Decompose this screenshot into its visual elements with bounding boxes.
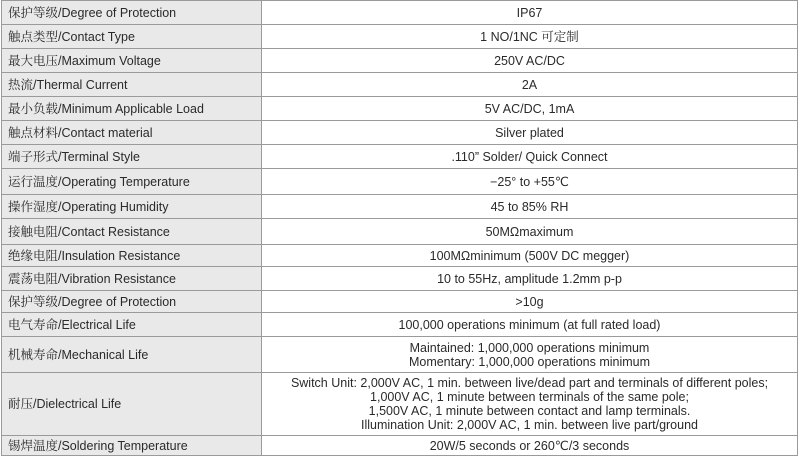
table-row bbox=[2, 145, 798, 169]
spec-value-line: 1,000V AC, 1 minute between terminals of the same pole; bbox=[370, 390, 689, 404]
spec-value-line: 45 to 85% RH bbox=[490, 199, 569, 214]
spec-value bbox=[262, 337, 798, 373]
spec-value-line: Illumination Unit: 2,000V AC, 1 min. between live part/ground bbox=[361, 418, 698, 432]
table-row bbox=[2, 169, 798, 195]
table-row bbox=[2, 267, 798, 291]
spec-value-line: Switch Unit: 2,000V AC, 1 min. between live/dead part and terminals of different poles; bbox=[290, 376, 769, 390]
spec-value-line: Maintained: 1,000,000 operations minimum bbox=[409, 340, 650, 355]
spec-value-line: IP67 bbox=[516, 5, 543, 20]
table-row bbox=[2, 291, 798, 313]
spec-label: 触点材料/Contact material bbox=[2, 121, 262, 145]
spec-value-line: 1,500V AC, 1 minute between contact and lamp terminals. bbox=[368, 404, 691, 418]
table-row bbox=[2, 373, 798, 436]
table-row bbox=[2, 195, 798, 219]
table-row bbox=[2, 245, 798, 267]
spec-value-line: 10 to 55Hz, amplitude 1.2mm p-p bbox=[437, 271, 622, 286]
spec-value-line: 5V AC/DC, 1mA bbox=[484, 101, 575, 116]
spec-value bbox=[262, 169, 798, 195]
table-row bbox=[2, 1, 798, 25]
spec-value bbox=[262, 121, 798, 145]
spec-label: 机械寿命/Mechanical Life bbox=[2, 337, 262, 373]
spec-value bbox=[262, 49, 798, 73]
spec-value-line: Momentary: 1,000,000 operations minimum bbox=[408, 354, 651, 369]
spec-label: 保护等级/Degree of Protection bbox=[2, 1, 262, 25]
table-row bbox=[2, 121, 798, 145]
spec-value bbox=[262, 291, 798, 313]
spec-value-line: 50MΩmaximum bbox=[485, 224, 574, 239]
spec-label: 操作湿度/Operating Humidity bbox=[2, 195, 262, 219]
spec-label: 运行温度/Operating Temperature bbox=[2, 169, 262, 195]
spec-label: 热流/Thermal Current bbox=[2, 73, 262, 97]
spec-label: 锡焊温度/Soldering Temperature bbox=[2, 436, 262, 456]
spec-value bbox=[262, 267, 798, 291]
spec-label: 接触电阻/Contact Resistance bbox=[2, 219, 262, 245]
spec-value bbox=[262, 313, 798, 337]
spec-value-line: Silver plated bbox=[495, 125, 564, 140]
spec-value bbox=[262, 219, 798, 245]
spec-value-line: .110” Solder/ Quick Connect bbox=[451, 149, 608, 164]
spec-value bbox=[262, 245, 798, 267]
table-row bbox=[2, 219, 798, 245]
spec-value-line: −25° to +55℃ bbox=[490, 174, 569, 189]
spec-value bbox=[262, 25, 798, 49]
table-row bbox=[2, 436, 798, 456]
spec-label: 保护等级/Degree of Protection bbox=[2, 291, 262, 313]
spec-label: 最小负载/Minimum Applicable Load bbox=[2, 97, 262, 121]
spec-label: 耐压/Dielectrical Life bbox=[2, 373, 262, 436]
table-row bbox=[2, 313, 798, 337]
table-row bbox=[2, 49, 798, 73]
spec-value bbox=[262, 436, 798, 456]
spec-label: 电气寿命/Electrical Life bbox=[2, 313, 262, 337]
spec-value-line: 1 NO/1NC 可定制 bbox=[480, 29, 579, 44]
table-row bbox=[2, 97, 798, 121]
spec-label: 最大电压/Maximum Voltage bbox=[2, 49, 262, 73]
table-row bbox=[2, 337, 798, 373]
spec-label: 触点类型/Contact Type bbox=[2, 25, 262, 49]
spec-label: 绝缘电阻/Insulation Resistance bbox=[2, 245, 262, 267]
table-row bbox=[2, 25, 798, 49]
spec-value bbox=[262, 373, 798, 436]
spec-value bbox=[262, 73, 798, 97]
spec-value bbox=[262, 145, 798, 169]
spec-value bbox=[262, 1, 798, 25]
spec-label: 端子形式/Terminal Style bbox=[2, 145, 262, 169]
spec-value-line: 2A bbox=[521, 77, 538, 92]
spec-value-line: 20W/5 seconds or 260℃/3 seconds bbox=[429, 438, 630, 453]
spec-value-line: 250V AC/DC bbox=[494, 53, 565, 68]
spec-table bbox=[1, 0, 798, 456]
table-row bbox=[2, 73, 798, 97]
spec-value-line: >10g bbox=[515, 294, 544, 309]
spec-value-line: 100,000 operations minimum (at full rated load) bbox=[398, 317, 661, 332]
spec-value bbox=[262, 97, 798, 121]
spec-value-line: 100MΩminimum (500V DC megger) bbox=[429, 248, 630, 263]
spec-label: 震荡电阻/Vibration Resistance bbox=[2, 267, 262, 291]
spec-value bbox=[262, 195, 798, 219]
